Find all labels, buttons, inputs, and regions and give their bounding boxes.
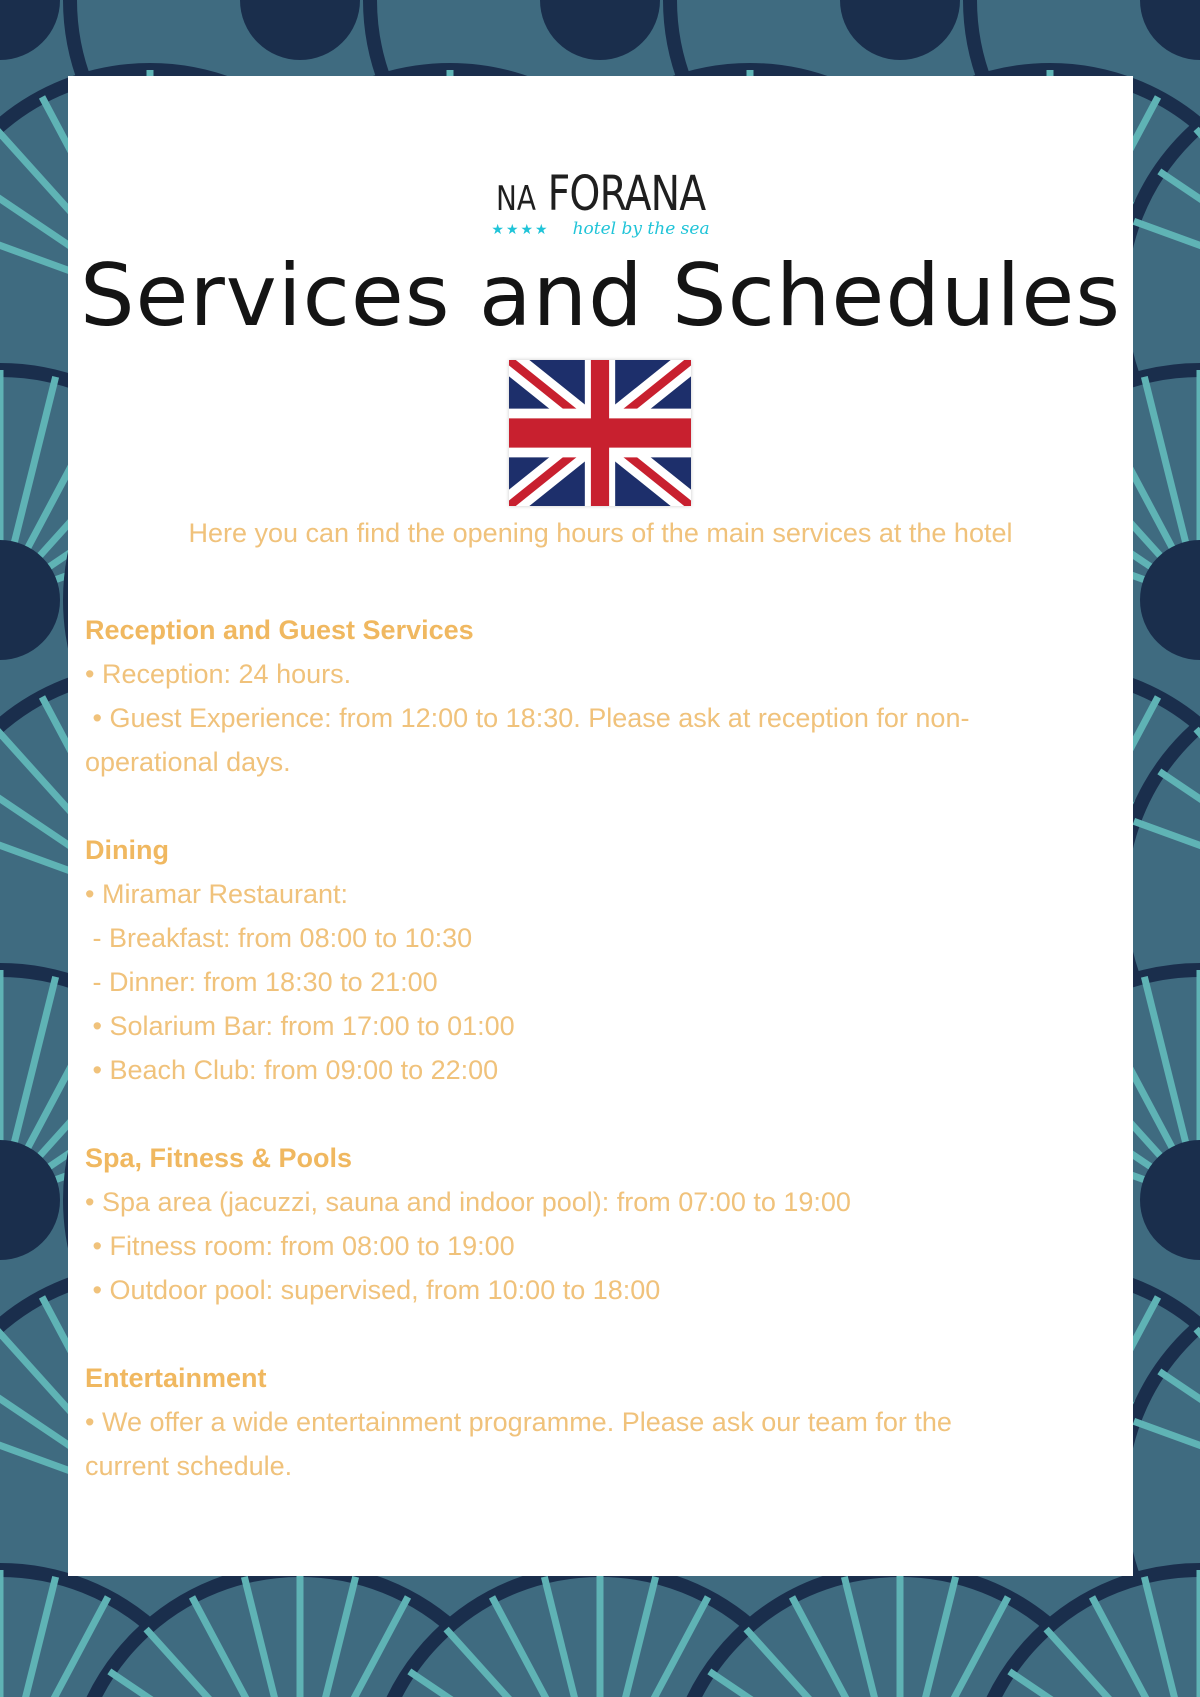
star-rating-icon: ★★★★ (491, 221, 550, 237)
schedule-line: • Guest Experience: from 12:00 to 18:30. Please ask at reception for non- (85, 703, 970, 733)
schedule-line: • We offer a wide entertainment programme. Please ask our team for the (85, 1407, 952, 1437)
uk-flag-icon (509, 360, 691, 506)
logo-tagline: hotel by the sea (572, 219, 710, 239)
section-heading: Spa, Fitness & Pools (85, 1143, 353, 1173)
schedule-line: • Solarium Bar: from 17:00 to 01:00 (85, 1011, 515, 1041)
logo-name: FORANA (547, 166, 706, 222)
schedule-line: • Reception: 24 hours. (85, 659, 352, 689)
service-section (85, 608, 1095, 784)
section-heading: Dining (85, 835, 169, 865)
schedule-line: • Miramar Restaurant: (85, 879, 349, 909)
services-list (85, 608, 1095, 1532)
schedule-line: operational days. (85, 747, 291, 777)
schedule-line: • Fitness room: from 08:00 to 19:00 (85, 1231, 515, 1261)
schedule-line: - Dinner: from 18:30 to 21:00 (85, 967, 438, 997)
schedule-line: • Spa area (jacuzzi, sauna and indoor pool): from 07:00 to 19:00 (85, 1187, 851, 1217)
section-heading: Entertainment (85, 1363, 267, 1393)
schedule-line: • Outdoor pool: supervised, from 10:00 to 18:00 (85, 1275, 661, 1305)
section-heading: Reception and Guest Services (85, 615, 474, 645)
intro-text: Here you can find the opening hours of the main services at the hotel (188, 518, 1013, 548)
schedule-line: • Beach Club: from 09:00 to 22:00 (85, 1055, 499, 1085)
logo-prefix: NA (495, 179, 536, 219)
service-section (85, 1136, 1095, 1312)
service-section (85, 1356, 1095, 1488)
schedule-line: current schedule. (85, 1451, 293, 1481)
schedule-line: - Breakfast: from 08:00 to 10:30 (85, 923, 473, 953)
page-title: Services and Schedules (79, 246, 1122, 346)
services-card (68, 76, 1133, 1576)
service-section (85, 828, 1095, 1092)
hotel-logo (68, 166, 1133, 239)
